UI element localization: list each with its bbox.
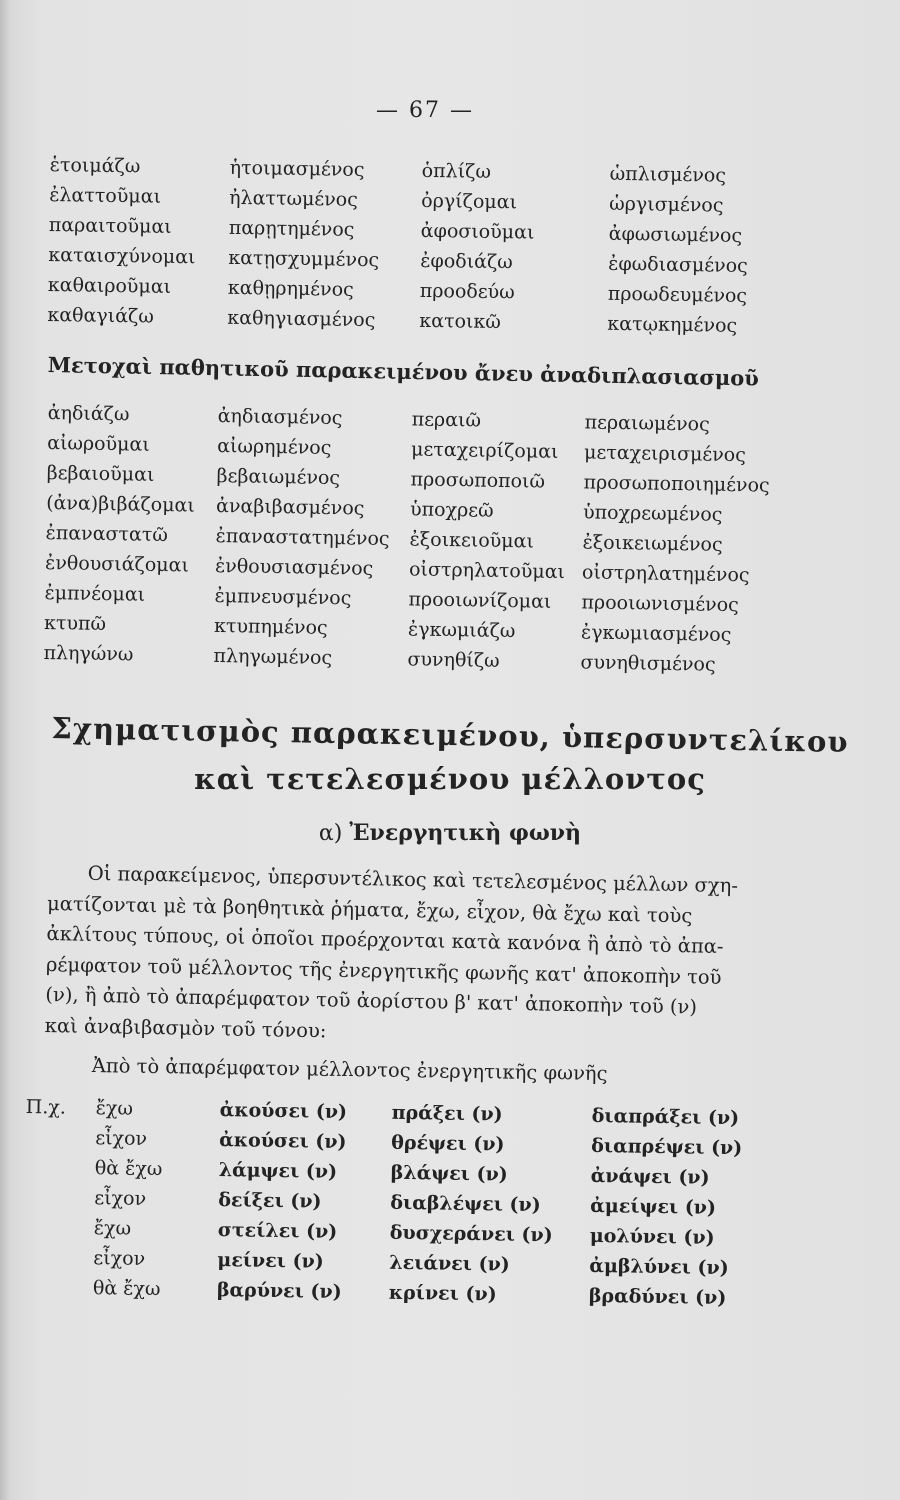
table-cell: ἀναβιβασμένος <box>215 494 365 520</box>
table-cell: βεβαιωμένος <box>216 464 341 490</box>
table-cell: μεταχειρισμένος <box>583 441 747 467</box>
section-title-line-2: καὶ τετελεσμένου μέλλοντος <box>194 762 706 796</box>
table-cell <box>25 1152 95 1183</box>
table-cell: ἐμπνέομαι <box>44 581 146 606</box>
paragraph-line: ἀκλίτους τύπους, οἱ ὁποῖοι προέρχονται κατὰ κανόνα ἢ ἀπὸ τὸ ἀπα- <box>46 921 724 958</box>
table-cell: ἀμείψει (ν) <box>590 1194 717 1219</box>
table-cell: δυσχεράνει (ν) <box>389 1221 553 1247</box>
table-cell: λειάνει (ν) <box>389 1251 510 1276</box>
table-cell: διαπράξει (ν) <box>591 1104 740 1130</box>
table-cell: Π.χ. <box>25 1095 67 1119</box>
table-cell: ἐξοικειοῦμαι <box>409 528 535 553</box>
table-cell: βαρύνει (ν) <box>216 1279 342 1303</box>
table-cell: ἀκούσει (ν) <box>219 1099 348 1124</box>
table-cell: κτυπῶ <box>43 611 107 636</box>
paragraph-line: (ν), ἢ ἀπὸ τὸ ἀπαρέμφατον τοῦ ἀορίστου β' κατ' ἀποκοπὴν τοῦ (ν) <box>45 982 698 1019</box>
table-cell: ἐξοικειωμένος <box>582 531 723 556</box>
table-cell <box>24 1182 94 1213</box>
subheading-text: Ἐνεργητικὴ φωνὴ <box>349 820 582 846</box>
table-cell: πληγωμένος <box>213 644 333 669</box>
table-cell: ἀμβλύνει (ν) <box>589 1254 729 1280</box>
table-cell: ἐπαναστατῶ <box>45 521 169 547</box>
table-cell: οἰστρηλατοῦμαι <box>408 558 566 584</box>
verbs-table-1 <box>47 150 800 342</box>
table-cell: κατῳκημένος <box>607 312 738 337</box>
table-cell: ἑτοιμάζω <box>49 153 141 178</box>
table-cell: ἐνθουσιασμένος <box>214 554 374 580</box>
table-cell: ἐφωδιασμένος <box>608 252 748 277</box>
table-cell: μολύνει (ν) <box>589 1224 715 1249</box>
table-cell: θὰ ἔχω <box>94 1157 163 1181</box>
table-cell: προοδεύω <box>419 279 515 304</box>
table-cell <box>23 1272 93 1303</box>
table-cell: ἀνάψει (ν) <box>590 1164 710 1189</box>
table-cell: μείνει (ν) <box>217 1249 324 1273</box>
table-cell: καθαγιάζω <box>47 303 154 328</box>
subheading-label: α) <box>318 821 343 846</box>
table-cell: ἐγκωμιάζω <box>407 618 516 643</box>
note-line: Ἀπὸ τὸ ἀπαρέμφατον μέλλοντος ἐνεργητικῆς φωνῆς <box>91 1054 608 1086</box>
table-cell: πράξει (ν) <box>391 1101 503 1126</box>
paragraph-line: ματίζονται μὲ τὰ βοηθητικὰ ῥήματα, ἔχω, εἶχον, θὰ ἔχω καὶ τοὺς <box>46 891 693 927</box>
table-cell: μεταχειρίζομαι <box>410 438 559 463</box>
table-cell: αἰωροῦμαι <box>47 431 150 456</box>
participles-heading: Μετοχαὶ παθητικοῦ παρακειμένου ἄνευ ἀναδιπλασιασμοῦ <box>47 352 760 391</box>
table-cell: ἀφοσιοῦμαι <box>420 219 535 244</box>
table-cell: συνηθίζω <box>407 648 500 672</box>
table-cell: ἐνθουσιάζομαι <box>44 551 190 577</box>
table-cell: ἐγκωμιασμένος <box>580 621 732 646</box>
table-cell: κατῃσχυμμένος <box>228 246 380 272</box>
table-cell: βλάψει (ν) <box>390 1161 508 1186</box>
table-cell: περαιῶ <box>411 408 482 432</box>
table-cell: ἐλαττοῦμαι <box>49 183 162 208</box>
table-cell: ἠλαττωμένος <box>229 186 359 211</box>
table-cell: προοιωνισμένος <box>581 591 739 617</box>
table-cell: θρέψει (ν) <box>391 1131 505 1156</box>
table-cell: αἰωρημένος <box>216 434 332 459</box>
table-cell: καθῃρημένος <box>227 276 354 301</box>
table-cell: ἀφωσιωμένος <box>608 222 743 247</box>
table-cell: βεβαιοῦμαι <box>46 461 155 486</box>
paragraph-line: ρέμφατον τοῦ μέλλοντος τῆς ἐνεργητικῆς φωνῆς κατ' ἀποκοπὴν τοῦ <box>45 952 722 989</box>
table-cell: εἶχον <box>95 1127 148 1150</box>
table-cell: κατοικῶ <box>419 309 502 334</box>
table-cell: πληγώνω <box>43 641 134 666</box>
table-cell: κτυπημένος <box>213 614 328 639</box>
paragraph <box>44 858 807 1056</box>
table-cell: ὡργισμένος <box>609 192 724 217</box>
section-title-line-1: Σχηματισμὸς παρακειμένου, ὑπερσυντελίκου <box>51 711 849 759</box>
verbs-table-2 <box>43 398 815 681</box>
page-number: — 67 — <box>376 98 474 123</box>
table-cell: ὡπλισμένος <box>609 162 727 187</box>
table-cell: διαπρέψει (ν) <box>591 1134 743 1160</box>
table-cell <box>25 1122 95 1153</box>
table-cell: ἐφοδιάζω <box>420 249 513 274</box>
table-cell: ὑποχρεῶ <box>409 498 494 522</box>
table-cell: διαβλέψει (ν) <box>390 1191 541 1217</box>
table-cell: (ἀνα)βιβάζομαι <box>45 491 195 517</box>
table-cell: προωδευμένος <box>607 282 748 307</box>
table-cell: κρίνει (ν) <box>388 1281 497 1306</box>
table-cell: ὑποχρεωμένος <box>582 501 723 526</box>
table-cell: παραιτοῦμαι <box>48 213 172 238</box>
table-cell: στείλει (ν) <box>217 1219 338 1243</box>
table-cell: ἐμπνευσμένος <box>214 584 352 610</box>
table-cell <box>24 1212 94 1243</box>
table-cell: εἶχον <box>93 1247 146 1270</box>
table-cell: ἀηδιάζω <box>47 401 130 426</box>
table-cell: ὀργίζομαι <box>421 189 518 214</box>
table-cell <box>23 1242 93 1273</box>
table-cell: ἀκούσει (ν) <box>219 1129 347 1154</box>
table-cell: οἰστρηλατημένος <box>581 561 750 587</box>
table-cell: δείξει (ν) <box>218 1189 322 1213</box>
table-cell: καταισχύνομαι <box>48 243 196 269</box>
table-cell: περαιωμένος <box>584 411 710 436</box>
table-cell: ἔχω <box>93 1217 132 1240</box>
table-cell: θὰ ἔχω <box>92 1277 161 1301</box>
table-cell: καθηγιασμένος <box>227 306 376 332</box>
table-cell: ἀηδιασμένος <box>217 404 343 430</box>
paragraph-line: καὶ ἀναβιβασμὸν τοῦ τόνου: <box>44 1013 327 1042</box>
table-cell: ἡτοιμασμένος <box>229 156 365 181</box>
table-cell: καθαιροῦμαι <box>47 273 172 298</box>
subheading <box>0 820 900 846</box>
table-cell: βραδύνει (ν) <box>588 1284 727 1310</box>
table-cell: παρῃτημένος <box>228 216 355 241</box>
examples-table <box>23 1092 782 1314</box>
table-cell: λάμψει (ν) <box>218 1159 338 1183</box>
table-cell: ἔχω <box>95 1097 134 1120</box>
table-cell: προσωποποιημένος <box>583 471 770 497</box>
table-cell: προοιωνίζομαι <box>408 588 552 613</box>
paragraph-line: Οἱ παρακείμενος, ὑπερσυντέλικος καὶ τετελεσμένος μέλλων σχη- <box>87 861 739 898</box>
table-cell: ὁπλίζω <box>421 159 492 183</box>
table-cell: συνηθισμένος <box>580 651 716 676</box>
table-cell: ἐπαναστατημένος <box>215 524 390 550</box>
table-cell: εἶχον <box>94 1187 147 1210</box>
table-cell: προσωποποιῶ <box>410 468 546 493</box>
